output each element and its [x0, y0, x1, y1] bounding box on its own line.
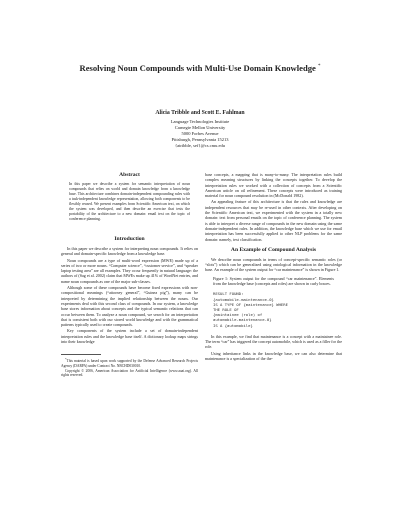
affiliation-email: {atribble, sef}@cs.cmu.edu: [175, 142, 225, 148]
affiliation-block: [0, 119, 400, 149]
example-heading: An Example of Compound Analysis: [230, 246, 317, 253]
code-line: IS A TYPE OF {maintenance} WHERE: [213, 301, 288, 307]
intro-paragraph: Although some of these compounds have become fixed expressions with non-compositional meanings (“attorney general”, “Guinea pig”), many can be interpreted by determining the implied relationship between the nouns. Our experiments deal with this second class of compounds. In our system, a knowledge base stores information about concepts and the typical semantic relations that can occur between them. To analyze a noun compound, we search for an interpretation that is consistent both with our stored world knowledge and with the grammatical patterns typically used to create compounds.: [61, 285, 198, 328]
code-line: {maintainee (role) of: [213, 312, 263, 318]
title-footnote-mark: *: [318, 64, 321, 69]
body-paragraph: In this example, we find that maintenance is a concept with a maintainee role. The term “car” has triggered the concept automobile, which is used as a filler for the role.: [205, 333, 342, 350]
code-line: THE ROLE OF: [213, 306, 239, 312]
abstract-heading: Abstract: [119, 172, 140, 178]
figure-code-output: [205, 291, 342, 327]
paper-title: [0, 62, 400, 73]
affiliation-line: 5000 Forbes Avenue: [181, 130, 219, 136]
affiliation-line: Language Technologies Institute: [170, 119, 230, 124]
intro-paragraph: In this paper we describe a system for interpreting noun compounds. It relies on general and domain-specific knowledge from a knowledge base.: [61, 246, 198, 257]
footnote-divider: [61, 354, 101, 355]
example-paragraph: We describe noun compounds in terms of concept-specific semantic roles (or “slots”) which can be generalized using ontological information in the knowledge base. An example of the system output for “car maintenance” is shown in Figure 1.: [205, 256, 342, 273]
code-line: RESULT FOUND:: [213, 291, 244, 297]
affiliation-line: Carnegie Mellon University: [174, 124, 226, 130]
intro-paragraph: Key components of the system include a set of domain-independent interpretation rules and the knowledge base itself. A dictionary lookup maps strings into their knowledge: [61, 328, 198, 345]
code-line: automobile-maintenance-0}: [213, 317, 272, 323]
paper-authors: Alicia Tribble and Scott E. Fahlman: [155, 110, 245, 116]
body-paragraph: Using inheritance links in the knowledge base, we can also determine that maintenance is a specialization of the the-: [205, 350, 342, 361]
intro-paragraph: Noun compounds are a type of multi-word expression (MWE) made up of a series of two or more nouns. “Computer science”, “customer service”, and “speaker laptop testing area” are all examples. They occur frequently in natural language: the authors of (Sag et al. 2002) claim that MWEs make up 41% of WordNet entries, and name noun compounds as one of the major sub-classes.: [61, 257, 198, 284]
introduction-heading: Introduction: [114, 236, 145, 242]
footnote-funding-text: This material is based upon work supported by the Defense Advanced Research Projects Agency (DARPA) under Contract No. NBCHD030010.: [61, 359, 198, 369]
footnote-funding: [61, 357, 198, 368]
code-line: IS A {automobile}: [213, 322, 253, 328]
abstract-text: In this paper we describe a system for semantic interpretation of noun compounds that relies on world and domain knowledge from a knowledge base. This architecture combines domain-independent compounding rules with a task-independent knowledge representation, allowing both components to be flexibly reused. We present examples from Scientific American text, on which the system was developed, and then describe an exercise that tests the portability of the architecture to a new domain: email text on the topic of conference planning.: [69, 182, 190, 221]
right-column: [205, 172, 342, 362]
left-column: [61, 172, 198, 378]
footnote-copyright: Copyright © 2006, American Association for Artificial Intelligence (www.aaai.org). All rights reserved.: [61, 368, 198, 378]
body-paragraph: An appealing feature of this architecture is that the rules and knowledge are independent resources that may be re-used in other contexts. After developing on the Scientific American text, we experimented with the system in a totally new domain: text from personal emails on the topic of conference planning. The system is able to interpret a diverse range of compounds in the new domain using the same domain-independent rules. In addition, the knowledge base which we use for email interpretation has been successfully applied to other NLP problems for the same domain: namely, text classification.: [205, 199, 342, 242]
paper-title-text: Resolving Noun Compounds with Multi-Use Domain Knowledge: [79, 62, 316, 73]
footnote-mark: *: [65, 357, 67, 362]
figure-caption: Figure 1: System output for the compound “car maintenance”. Elements from the knowledge base (concepts and roles) are shown in curly braces.: [213, 275, 334, 287]
affiliation-line: Pittsburgh, Pennsylvania 15213: [171, 136, 229, 142]
code-line: {automobile-maintenance-0}: [213, 296, 274, 302]
body-paragraph: base concepts, a mapping that is many-to-many. The interpretation rules build complex meaning structures by linking the concepts together. To develop the interpretation rules we worked with a collection of concepts from a Scientific American article on oil refinement. These concepts were introduced as training material for noun compound resolution in (McDonald 1982).: [205, 172, 342, 199]
